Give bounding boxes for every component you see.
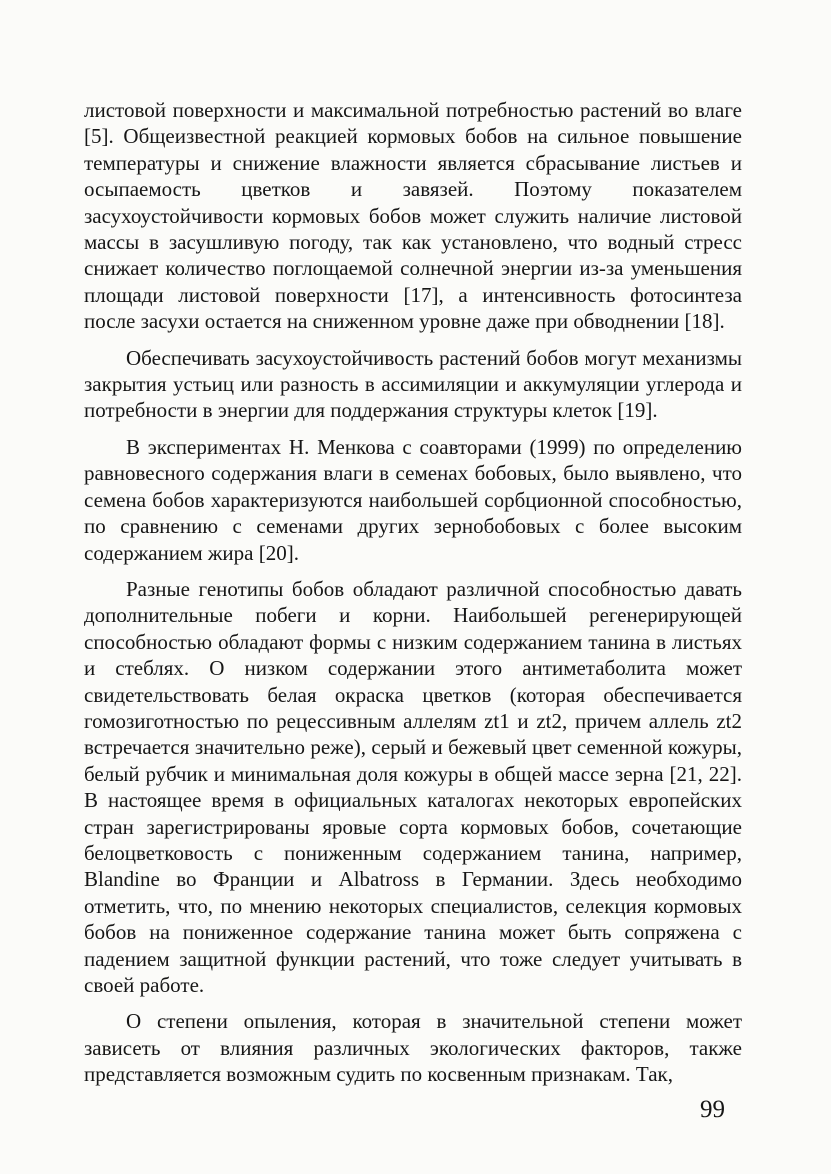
page-number: 99 — [700, 1096, 725, 1123]
paragraph-menkov-experiments: В экспериментах Н. Менкова с соавторами (1999) по определению равновесного содержания влаги в семенах бобовых, было выявлено, что семена бобов характеризуются наибольшей сорбционной способностью, по сравнению с семенами других зернобобовых с более высоким содержанием жира [20]. — [84, 434, 742, 565]
paragraph-drought-mechanisms: Обеспечивать засухоустойчивость растений бобов могут механизмы закрытия устьиц или разность в ассимиляции и аккумуляции углерода и потребности в энергии для поддержания структуры клеток [19]. — [84, 345, 742, 423]
paragraph-continuation: листовой поверхности и максимальной потребностью растений во влаге [5]. Общеизвестной реакцией кормовых бобов на сильное повышение температуры и снижение влажности является сбрасывание листьев и осыпаемость цветков и завязей. Поэтому показателем засухоустойчивости кормовых бобов может служить наличие листовой массы в засушливую погоду, так как установлено, что водный стресс снижает количество поглощаемой солнечной энергии из-за уменьшения площади листовой поверхности [17], а интенсивность фотосинтеза после засухи остается на сниженном уровне даже при обводнении [18]. — [84, 98, 742, 334]
text-column — [84, 97, 742, 1098]
paragraph-genotypes: Разные генотипы бобов обладают различной способностью давать дополнительные побеги и корни. Наибольшей регенерирующей способностью обладают формы с низким содержанием танина в листьях и стеблях. О низком содержании этого антиметаболита может свидетельствовать белая окраска цветков (которая обеспечивается гомозиготностью по рецессивным аллелям zt1 и zt2, причем аллель zt2 встречается значительно реже), серый и бежевый цвет семенной кожуры, белый рубчик и минимальная доля кожуры в общей массе зерна [21, 22]. В настоящее время в официальных каталогах некоторых европейских стран зарегистрированы яровые сорта кормовых бобов, сочетающие белоцветковость с пониженным содержанием танина, например, Blandine во Франции и Albatross в Германии. Здесь необходимо отметить, что, по мнению некоторых специалистов, селекция кормовых бобов на пониженное содержание танина может быть сопряжена с падением защитной функции растений, что тоже следует учитывать в своей работе. — [84, 576, 742, 997]
paragraph-pollination: О степени опыления, которая в значительной степени может зависеть от влияния различных экологических факторов, также представляется возможным судить по косвенным признакам. Так, — [84, 1009, 742, 1087]
